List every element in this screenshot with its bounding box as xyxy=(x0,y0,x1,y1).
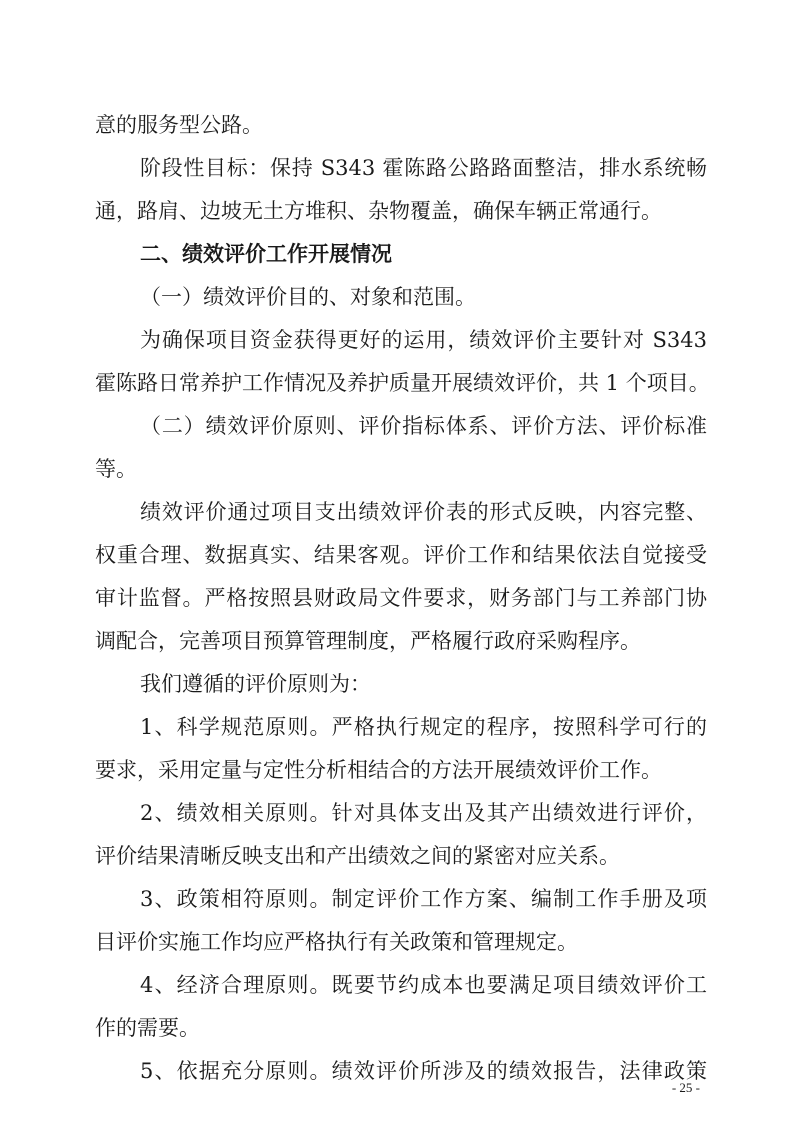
text-line: 为确保项目资金获得更好的运用，绩效评价主要针对 S343 xyxy=(140,328,707,352)
subsection-heading-continued: 等。 xyxy=(95,457,137,481)
text-line: 绩效评价通过项目支出绩效评价表的形式反映，内容完整、 xyxy=(140,500,707,524)
principle-item: 1、科学规范原则。严格执行规定的程序，按照科学可行的 xyxy=(140,715,707,739)
principle-item: 4、经济合理原则。既要节约成本也要满足项目绩效评价工 xyxy=(140,973,707,997)
text-line: 意的服务型公路。 xyxy=(95,113,263,137)
text-line: 权重合理、数据真实、结果客观。评价工作和结果依法自觉接受 xyxy=(95,543,707,567)
text-line: 评价结果清晰反映支出和产出绩效之间的紧密对应关系。 xyxy=(95,844,620,868)
subsection-heading: （二）绩效评价原则、评价指标体系、评价方法、评价标准 xyxy=(140,414,707,438)
principle-item: 3、政策相符原则。制定评价工作方案、编制工作手册及项 xyxy=(140,887,707,911)
text-line: 目评价实施工作均应严格执行有关政策和管理规定。 xyxy=(95,930,578,954)
text-line: 调配合，完善项目预算管理制度，严格履行政府采购程序。 xyxy=(95,629,641,653)
text-line: 阶段性目标：保持 S343 霍陈路公路路面整洁，排水系统畅 xyxy=(140,156,707,180)
principle-item: 5、依据充分原则。绩效评价所涉及的绩效报告，法律政策 xyxy=(140,1059,707,1083)
text-line: 通，路肩、边坡无土方堆积、杂物覆盖，确保车辆正常通行。 xyxy=(95,199,662,223)
section-heading: 二、绩效评价工作开展情况 xyxy=(140,242,392,266)
text-line: 我们遵循的评价原则为： xyxy=(140,672,371,696)
page-number: - 25 - xyxy=(671,1080,700,1095)
text-line: 要求，采用定量与定性分析相结合的方法开展绩效评价工作。 xyxy=(95,758,662,782)
principle-item: 2、绩效相关原则。针对具体支出及其产出绩效进行评价， xyxy=(140,801,707,825)
text-line: 审计监督。严格按照县财政局文件要求，财务部门与工养部门协 xyxy=(95,586,707,610)
text-line: 作的需要。 xyxy=(95,1016,200,1040)
subsection-heading: （一）绩效评价目的、对象和范围。 xyxy=(140,285,476,309)
text-line: 霍陈路日常养护工作情况及养护质量开展绩效评价，共 1 个项目。 xyxy=(95,371,710,395)
